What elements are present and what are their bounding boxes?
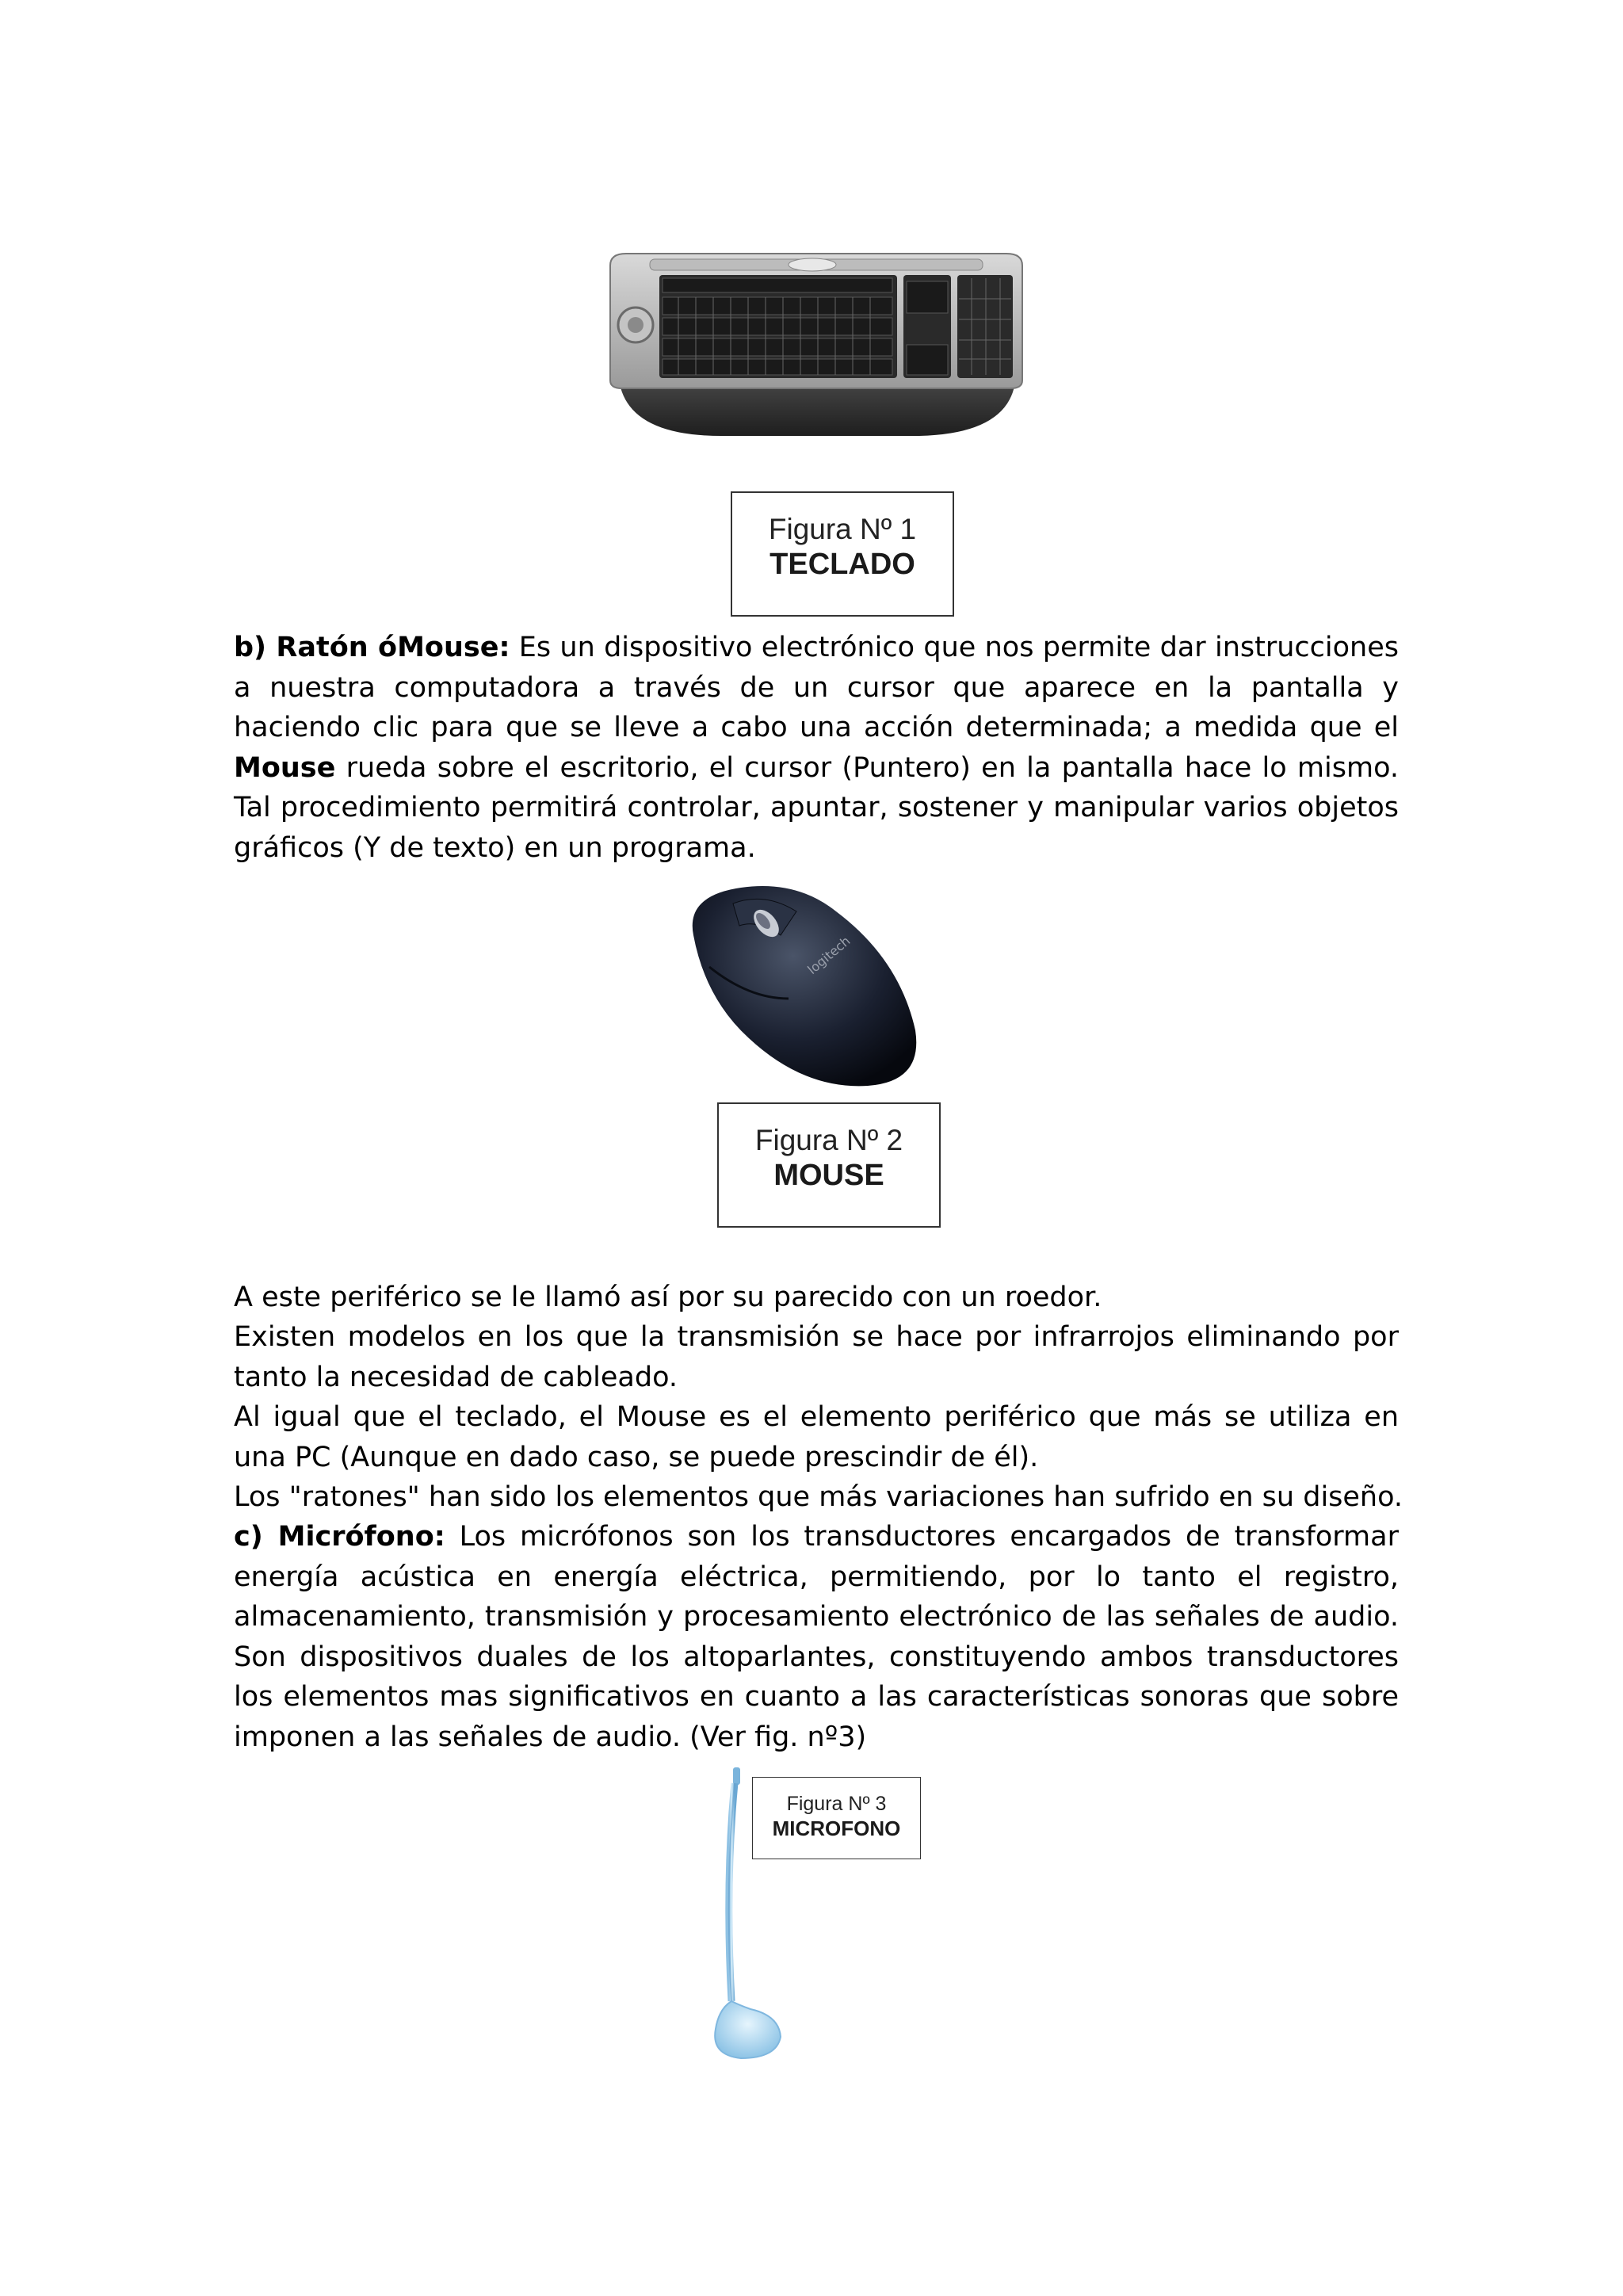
keyboard-icon bbox=[602, 250, 1030, 440]
figure-2-caption bbox=[717, 1102, 941, 1228]
section-b-bold-word: Mouse bbox=[234, 751, 336, 784]
figure-2-name: MOUSE bbox=[773, 1159, 884, 1192]
figure-1-caption bbox=[731, 491, 954, 617]
note-line-2: Existen modelos en los que la transmisión se hace por infrarrojos eliminando por tanto la necesidad de cableado. bbox=[234, 1321, 1399, 1393]
svg-text:logitech: logitech bbox=[804, 933, 854, 978]
section-c-text: Los micrófonos son los transductores encargados de transformar energía acústica en energía eléctrica, permitiendo, por lo tanto el registro, almacenamiento, transmisión y procesamiento electrónico de las señales de audio. Son dispositivos duales de los altoparlantes, constituyendo ambos transductores los elementos mas significativos en cuanto a las características sonoras que sobre imponen a las señales de audio. (Ver fig. nº3) bbox=[234, 1521, 1399, 1753]
figure-3-name: MICROFONO bbox=[772, 1817, 901, 1840]
section-b-paragraph bbox=[234, 628, 1399, 868]
section-b-text-2: rueda sobre el escritorio, el cursor (Puntero) en la pantalla hace lo mismo. Tal procedimiento permitirá controlar, apuntar, sostener y manipular varios objetos gráficos (Y de texto) en un programa. bbox=[234, 751, 1399, 864]
section-b-title: b) Ratón óMouse: bbox=[234, 632, 510, 663]
figure-3-number: Figura Nº 3 bbox=[786, 1793, 887, 1815]
mouse-icon bbox=[678, 880, 939, 1094]
figure-3-caption bbox=[752, 1777, 921, 1859]
figure-1-number: Figura Nº 1 bbox=[768, 513, 917, 545]
section-c-paragraph bbox=[234, 1517, 1399, 1757]
note-line-1: A este periférico se le llamó así por su parecido con un roedor. bbox=[234, 1282, 1102, 1313]
note-line-3: Al igual que el teclado, el Mouse es el elemento periférico que más se utiliza en una PC (Aunque en dado caso, se puede prescindir de él). bbox=[234, 1401, 1399, 1473]
figure-1-name: TECLADO bbox=[769, 548, 915, 581]
note-line-4: Los "ratones" han sido los elementos que más variaciones han sufrido en su diseño. bbox=[234, 1481, 1403, 1513]
figure-2-number: Figura Nº 2 bbox=[754, 1124, 903, 1156]
section-c-title: c) Micrófono: bbox=[234, 1521, 445, 1553]
section-b-text-1: Es un dispositivo electrónico que nos permite dar instrucciones a nuestra computadora a través de un cursor que aparece en la pantalla y haciendo clic para que se lleve a cabo una acción determinada; a medida que el bbox=[234, 632, 1400, 743]
